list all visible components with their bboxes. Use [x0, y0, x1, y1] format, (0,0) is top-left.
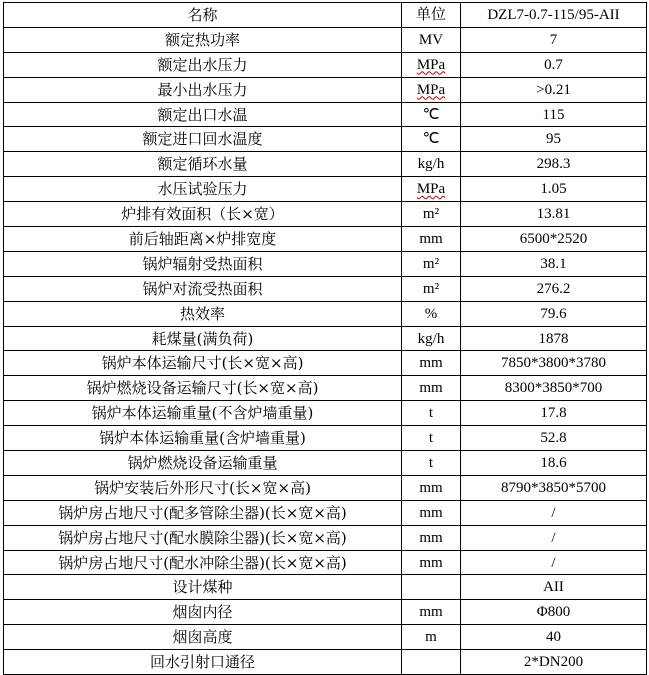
param-name: 锅炉本体运输重量(含炉墙重量)	[4, 426, 402, 451]
table-row	[4, 127, 647, 152]
param-name: 锅炉本体运输重量(不含炉墙重量)	[4, 401, 402, 426]
header-name: 名称	[4, 3, 402, 28]
param-unit: mm	[402, 600, 461, 625]
param-value: /	[461, 525, 647, 550]
param-name: 前后轴距离×炉排宽度	[4, 227, 402, 252]
param-unit	[402, 650, 461, 675]
param-value: 6500*2520	[461, 227, 647, 252]
table-header-row	[4, 3, 647, 28]
param-name: 热效率	[4, 301, 402, 326]
table-row	[4, 102, 647, 127]
param-unit: kg/h	[402, 326, 461, 351]
param-name: 锅炉燃烧设备运输尺寸(长×宽×高)	[4, 376, 402, 401]
param-unit: m²	[402, 251, 461, 276]
table-row	[4, 202, 647, 227]
param-value: 8300*3850*700	[461, 376, 647, 401]
param-unit: m²	[402, 276, 461, 301]
param-value: 298.3	[461, 152, 647, 177]
table-row	[4, 152, 647, 177]
param-value: /	[461, 500, 647, 525]
param-value: 0.7	[461, 52, 647, 77]
param-name: 额定出水压力	[4, 52, 402, 77]
param-unit: t	[402, 451, 461, 476]
table-row	[4, 351, 647, 376]
table-row	[4, 500, 647, 525]
table-row	[4, 276, 647, 301]
param-value: 40	[461, 625, 647, 650]
table-row	[4, 301, 647, 326]
param-unit-text: MPa	[416, 81, 446, 98]
param-value: 18.6	[461, 451, 647, 476]
param-name: 设计煤种	[4, 575, 402, 600]
param-name: 锅炉房占地尺寸(配水膜除尘器)(长×宽×高)	[4, 525, 402, 550]
param-name: 回水引射口通径	[4, 650, 402, 675]
param-unit	[402, 177, 461, 202]
param-name: 锅炉房占地尺寸(配多管除尘器)(长×宽×高)	[4, 500, 402, 525]
header-unit: 单位	[402, 3, 461, 28]
table-row	[4, 177, 647, 202]
param-unit: mm	[402, 351, 461, 376]
param-unit: mm	[402, 475, 461, 500]
param-name: 水压试验压力	[4, 177, 402, 202]
param-unit: m²	[402, 202, 461, 227]
table-row	[4, 451, 647, 476]
param-unit: %	[402, 301, 461, 326]
table-row	[4, 251, 647, 276]
boiler-spec-table	[3, 2, 647, 675]
param-value: 7	[461, 27, 647, 52]
table-row	[4, 52, 647, 77]
param-unit: MV	[402, 27, 461, 52]
table-row	[4, 77, 647, 102]
table-row	[4, 27, 647, 52]
param-name: 锅炉安装后外形尺寸(长×宽×高)	[4, 475, 402, 500]
table-row	[4, 650, 647, 675]
param-value: 2*DN200	[461, 650, 647, 675]
param-unit: ℃	[402, 127, 461, 152]
table-row	[4, 475, 647, 500]
param-value: 1878	[461, 326, 647, 351]
param-value: 115	[461, 102, 647, 127]
param-name: 额定热功率	[4, 27, 402, 52]
param-unit: t	[402, 401, 461, 426]
param-value: 8790*3850*5700	[461, 475, 647, 500]
table-row	[4, 625, 647, 650]
param-name: 烟囱高度	[4, 625, 402, 650]
param-unit: kg/h	[402, 152, 461, 177]
table-row	[4, 525, 647, 550]
table-row	[4, 326, 647, 351]
param-value: 17.8	[461, 401, 647, 426]
param-value: >0.21	[461, 77, 647, 102]
param-unit-text: MPa	[416, 56, 446, 73]
param-unit	[402, 77, 461, 102]
param-name: 最小出水压力	[4, 77, 402, 102]
param-name: 额定循环水量	[4, 152, 402, 177]
param-unit: mm	[402, 376, 461, 401]
param-unit-text: MPa	[416, 181, 446, 198]
param-value: 95	[461, 127, 647, 152]
param-unit: mm	[402, 500, 461, 525]
param-unit	[402, 52, 461, 77]
param-name: 烟囱内径	[4, 600, 402, 625]
param-name: 耗煤量(满负荷)	[4, 326, 402, 351]
param-value: 276.2	[461, 276, 647, 301]
param-unit	[402, 575, 461, 600]
table-row	[4, 376, 647, 401]
table-row	[4, 550, 647, 575]
table-row	[4, 575, 647, 600]
param-unit: mm	[402, 525, 461, 550]
table-row	[4, 401, 647, 426]
param-value: AII	[461, 575, 647, 600]
param-unit: mm	[402, 550, 461, 575]
param-name: 锅炉房占地尺寸(配水冲除尘器)(长×宽×高)	[4, 550, 402, 575]
param-value: 13.81	[461, 202, 647, 227]
header-model: DZL7-0.7-115/95-AII	[461, 3, 647, 28]
param-value: 1.05	[461, 177, 647, 202]
param-unit: ℃	[402, 102, 461, 127]
param-value: /	[461, 550, 647, 575]
param-value: 38.1	[461, 251, 647, 276]
param-name: 锅炉燃烧设备运输重量	[4, 451, 402, 476]
param-value: 52.8	[461, 426, 647, 451]
param-value: 7850*3800*3780	[461, 351, 647, 376]
param-name: 炉排有效面积（长×宽）	[4, 202, 402, 227]
param-name: 锅炉辐射受热面积	[4, 251, 402, 276]
table-row	[4, 600, 647, 625]
param-unit: t	[402, 426, 461, 451]
param-name: 额定出口水温	[4, 102, 402, 127]
table-row	[4, 227, 647, 252]
param-value: Φ800	[461, 600, 647, 625]
param-name: 锅炉本体运输尺寸(长×宽×高)	[4, 351, 402, 376]
param-name: 额定进口回水温度	[4, 127, 402, 152]
table-row	[4, 426, 647, 451]
param-name: 锅炉对流受热面积	[4, 276, 402, 301]
param-value: 79.6	[461, 301, 647, 326]
param-unit: mm	[402, 227, 461, 252]
param-unit: m	[402, 625, 461, 650]
